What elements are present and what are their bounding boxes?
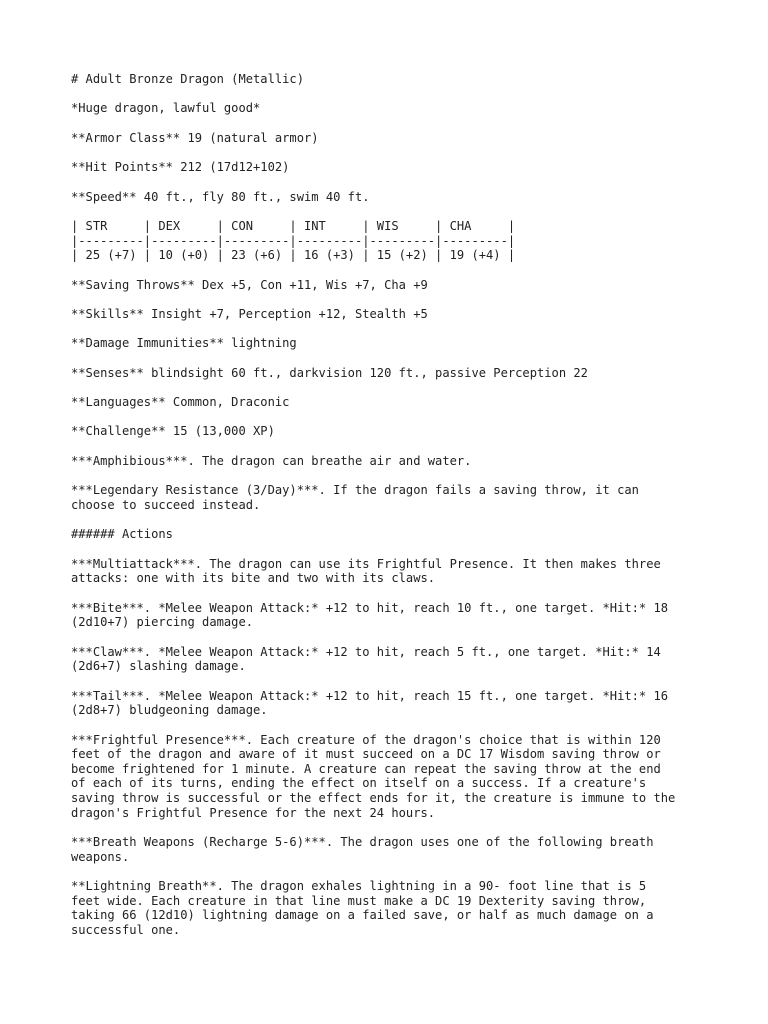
action-claw: ***Claw***. *Melee Weapon Attack:* +12 to hit, reach 5 ft., one target. *Hit:* 14 (2d6+7) slashing damage. [71, 644, 661, 674]
actions-heading: ###### Actions [71, 527, 173, 542]
armor-class: **Armor Class** 19 (natural armor) [71, 130, 319, 145]
action-frightful-presence: ***Frightful Presence***. Each creature of the dragon's choice that is within 120 feet of the dragon and aware of it must succeed on a DC 17 Wisdom saving throw or become frightened for 1 minute. A creature can repeat the saving throw at the end of each of its turns, ending the effect on itself on a success. If a creature's saving throw is successful or the effect ends for it, the creature is immune to the dragon's Frightful Presence for the next 24 hours. [71, 732, 676, 820]
action-bite: ***Bite***. *Melee Weapon Attack:* +12 to hit, reach 10 ft., one target. *Hit:* 18 (2d10+7) piercing damage. [71, 600, 669, 630]
senses: **Senses** blindsight 60 ft., darkvision 120 ft., passive Perception 22 [71, 365, 588, 380]
action-lightning-breath: **Lightning Breath**. The dragon exhales lightning in a 90- foot line that is 5 feet wide. Each creature in that line must make a DC 19 Dexterity saving throw, taking 66 (12d10) lightning damage on a failed save, or half as much damage on a successful one. [71, 878, 654, 937]
action-multiattack: ***Multiattack***. The dragon can use its Frightful Presence. It then makes three attacks: one with its bite and two with its claws. [71, 556, 661, 586]
damage-immunities: **Damage Immunities** lightning [71, 336, 297, 351]
trait-amphibious: ***Amphibious***. The dragon can breathe air and water. [71, 453, 472, 468]
creature-type: *Huge dragon, lawful good* [71, 101, 261, 116]
action-tail: ***Tail***. *Melee Weapon Attack:* +12 to hit, reach 15 ft., one target. *Hit:* 16 (2d8+7) bludgeoning damage. [71, 688, 669, 718]
saving-throws: **Saving Throws** Dex +5, Con +11, Wis +7, Cha +9 [71, 277, 428, 292]
skills: **Skills** Insight +7, Perception +12, Stealth +5 [71, 306, 428, 321]
ability-score-table [71, 219, 711, 263]
ability-table-header: | STR | DEX | CON | INT | WIS | CHA | [71, 218, 516, 233]
document-title: # Adult Bronze Dragon (Metallic) [71, 72, 304, 86]
ability-table-separator: |---------|---------|---------|---------|---------|---------| [71, 233, 516, 248]
ability-table-values: | 25 (+7) | 10 (+0) | 23 (+6) | 16 (+3) | 15 (+2) | 19 (+4) | [71, 248, 516, 263]
languages: **Languages** Common, Draconic [71, 395, 290, 410]
stat-block-text [71, 72, 711, 952]
action-breath-weapons: ***Breath Weapons (Recharge 5-6)***. The dragon uses one of the following breath weapons. [71, 834, 654, 864]
challenge: **Challenge** 15 (13,000 XP) [71, 424, 275, 439]
trait-legendary-resistance: ***Legendary Resistance (3/Day)***. If the dragon fails a saving throw, it can choose to succeed instead. [71, 483, 639, 512]
hit-points: **Hit Points** 212 (17d12+102) [71, 160, 290, 175]
speed: **Speed** 40 ft., fly 80 ft., swim 40 ft. [71, 189, 370, 204]
